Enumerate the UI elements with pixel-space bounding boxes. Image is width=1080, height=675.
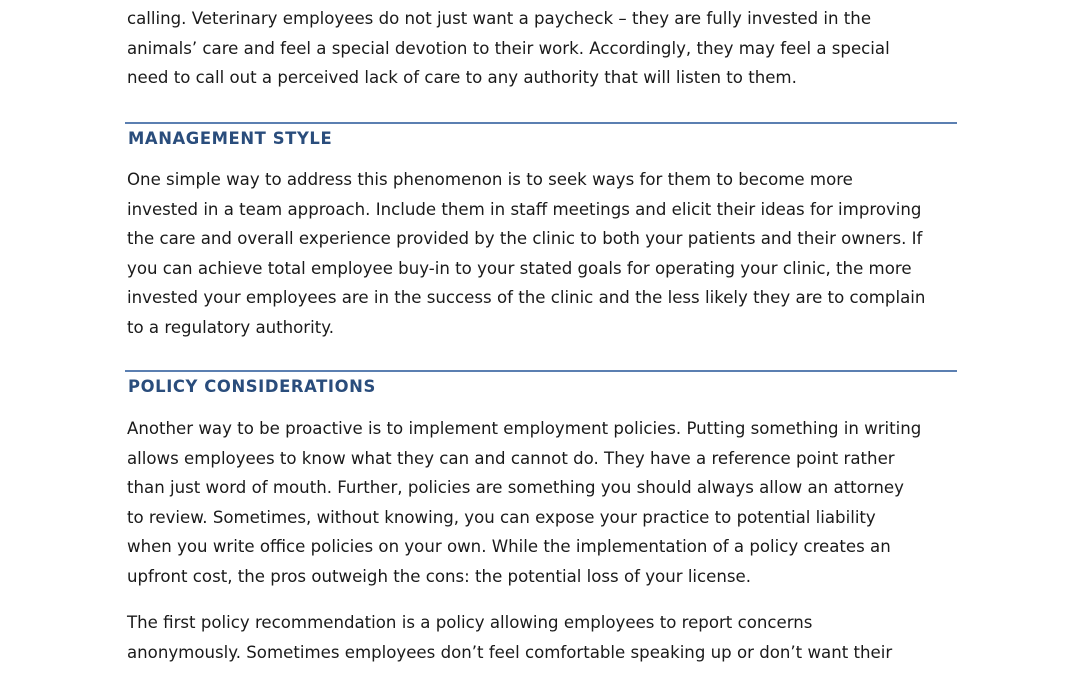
text-line: The first policy recommendation is a policy allowing employees to report concerns xyxy=(127,613,813,632)
policy-paragraph xyxy=(127,414,957,592)
paragraph-text xyxy=(127,414,957,592)
intro-paragraph xyxy=(127,4,957,93)
section-divider xyxy=(125,122,957,124)
text-line: allows employees to know what they can and cannot do. They have a reference point rather xyxy=(127,448,895,468)
text-line: need to call out a perceived lack of care to any authority that will listen to them. xyxy=(127,68,797,88)
policy-paragraph-2 xyxy=(127,608,957,667)
paragraph-text xyxy=(127,608,957,667)
text-line: when you write office policies on your own. While the implementation of a policy creates an xyxy=(127,537,891,557)
text-line: anonymously. Sometimes employees don’t feel comfortable speaking up or don’t want their xyxy=(127,642,893,662)
text-line: upfront cost, the pros outweigh the cons: the potential loss of your license. xyxy=(127,566,752,586)
text-line: Another way to be proactive is to implement employment policies. Putting something in writing xyxy=(127,419,922,438)
text-line: invested in a team approach. Include them in staff meetings and elicit their ideas for improving xyxy=(127,199,922,219)
paragraph-text xyxy=(127,4,957,93)
section-heading-policy-considerations: POLICY CONSIDERATIONS xyxy=(128,377,376,396)
text-line: you can achieve total employee buy-in to your stated goals for operating your clinic, the more xyxy=(127,258,912,278)
text-line: calling. Veterinary employees do not just want a paycheck – they are fully invested in the xyxy=(127,9,872,28)
text-line: to review. Sometimes, without knowing, you can expose your practice to potential liability xyxy=(127,507,876,527)
text-line: One simple way to address this phenomenon is to seek ways for them to become more xyxy=(127,170,853,189)
section-divider xyxy=(125,370,957,372)
text-line: to a regulatory authority. xyxy=(127,317,334,337)
text-line: the care and overall experience provided by the clinic to both your patients and their owners. If xyxy=(127,229,923,249)
management-paragraph xyxy=(127,165,957,343)
text-line: than just word of mouth. Further, policies are something you should always allow an attorney xyxy=(127,478,904,498)
section-heading-management-style: MANAGEMENT STYLE xyxy=(128,129,333,148)
text-line: animals’ care and feel a special devotion to their work. Accordingly, they may feel a special xyxy=(127,38,890,58)
paragraph-text xyxy=(127,165,957,343)
text-line: invested your employees are in the success of the clinic and the less likely they are to complain xyxy=(127,288,926,308)
